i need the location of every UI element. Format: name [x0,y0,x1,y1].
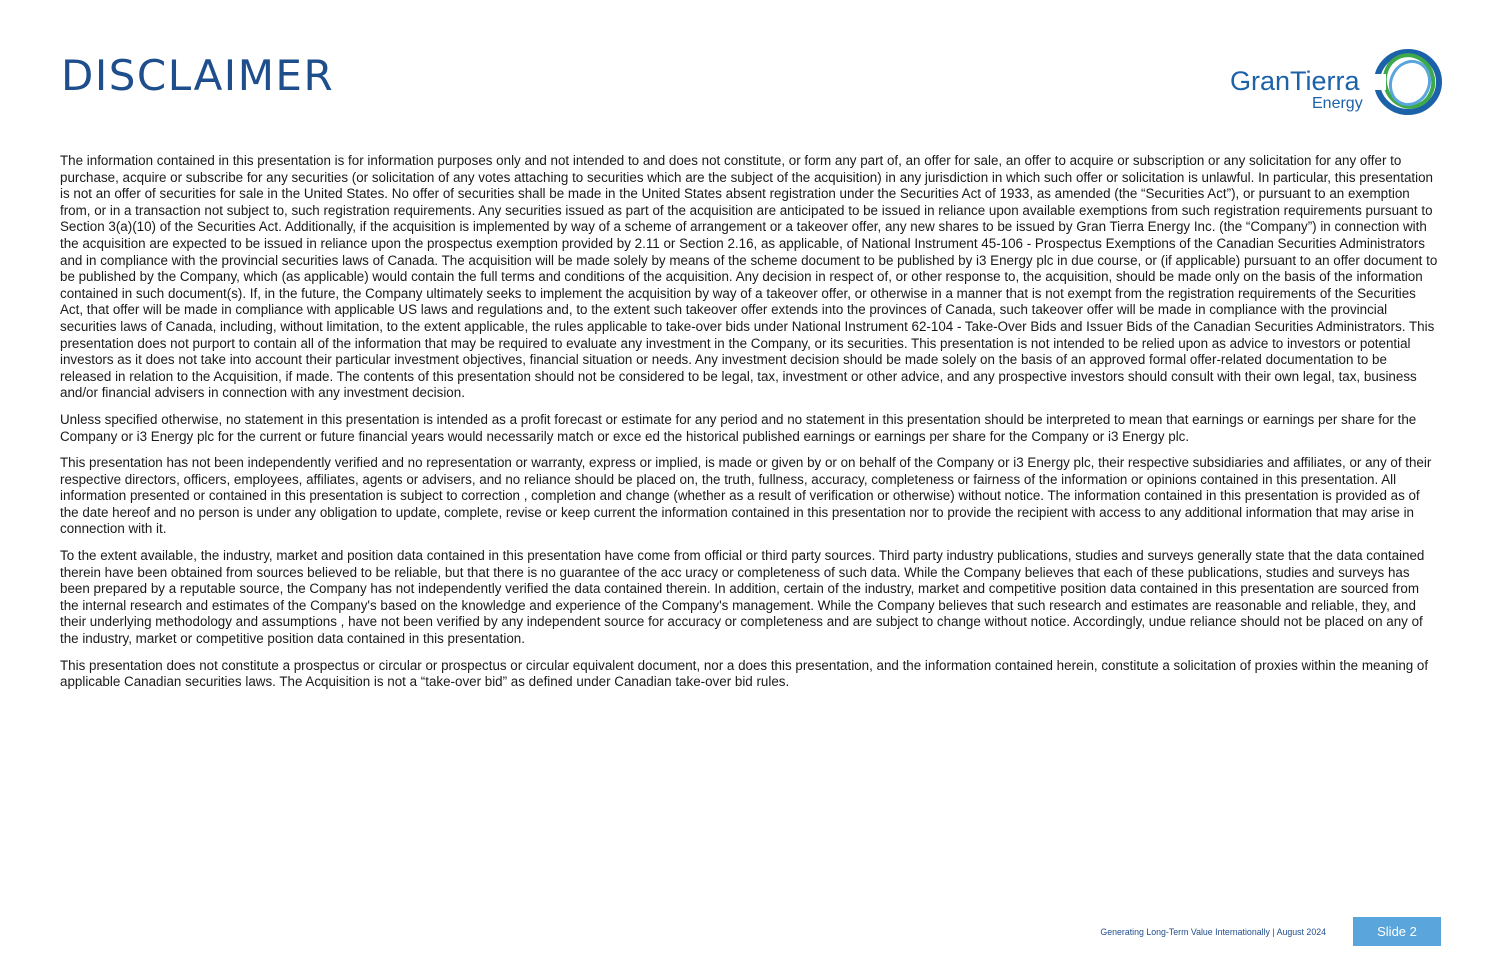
footer-tagline: Generating Long-Term Value Internationally | August 2024 [1100,927,1326,937]
disclaimer-paragraph: To the extent available, the industry, market and position data contained in this presentation have come from official or third party sources. Third party industry publications, studies and surveys generally state that the data contained therein have been obtained from sources believed to be reliable, but that there is no guarantee of the acc uracy or completeness of such data. While the Company believes that each of these publications, studies and surveys has been prepared by a reputable source, the Company has not independently verified the data contained therein. In addition, certain of the industry, market and competitive position data contained in this presentation are sourced from the internal research and estimates of the Company's based on the knowledge and experience of the Company's management. While the Company believes that such research and estimates are reasonable and reliable, they, and their underlying methodology and assumptions , have not been verified by any independent source for accuracy or completeness and are subject to change without notice. Accordingly, undue reliance should not be placed on any of the industry, market or competitive position data contained in this presentation. [60,548,1425,647]
disclaimer-paragraph: This presentation does not constitute a prospectus or circular or prospectus or circular equivalent document, nor a does this presentation, and the information contained herein, constitute a solicitation of proxies within the meaning of applicable Canadian securities laws. The Acquisition is not a “take-over bid” as defined under Canadian take-over bid rules. [60,657,1429,690]
logo-wordmark: GranTierra [1230,66,1360,96]
company-logo [1228,44,1444,120]
disclaimer-paragraph: This presentation has not been independently verified and no representation or warranty, express or implied, is made or given by or on behalf of the Company or i3 Energy plc, their respective subsidiaries and affiliates, or any of their respective directors, officers, employees, affiliates, agents or advisers, and no reliance should be placed on, the truth, fullness, accuracy, completeness or fairness of the information or opinions contained in this presentation. All information presented or contained in this presentation is subject to correction , completion and change (whether as a result of verification or otherwise) without notice. The information contained in this presentation is provided as of the date hereof and no person is under any obligation to update, complete, revise or keep current the information contained in this presentation nor to provide the recipient with access to any additional information that may arise in connection with it. [60,455,1432,537]
disclaimer-paragraph: The information contained in this presentation is for information purposes only and not intended to and does not constitute, or form any part of, an offer for sale, an offer to acquire or subscription or any solicitation for any offer to purchase, acquire or subscribe for any securities (or solicitation of any votes attaching to securities which are the subject of the acquisition) in any jurisdiction in which such offer or solicitation is unlawful. In particular, this presentation is not an offer of securities for sale in the United States. No offer of securities shall be made in the United States absent registration under the Securities Act of 1933, as amended (the “Securities Act”), or pursuant to an exemption from, or in a transaction not subject to, such registration requirements. Any securities issued as part of the acquisition are anticipated to be issued in reliance upon available exemptions from such registration requirements pursuant to Section 3(a)(10) of the Securities Act. Additionally, if the acquisition is implemented by way of a scheme of arrangement or a takeover offer, any new shares to be issued by Gran Tierra Energy Inc. (the “Company”) in connection with the acquisition are expected to be issued in reliance upon the prospectus exemption provided by 2.11 or Section 2.16, as applicable, of National Instrument 45-106 - Prospectus Exemptions of the Canadian Securities Administrators and in compliance with the provincial securities laws of Canada. The acquisition will be made solely by means of the scheme document to be published by i3 Energy plc in due course, or (if applicable) pursuant to an offer document to be published by the Company, which (as applicable) would contain the full terms and conditions of the acquisition. Any decision in respect of, or other response to, the acquisition, should be made only on the basis of the information contained in such document(s). If, in the future, the Company ultimately seeks to implement the acquisition by way of a takeover offer, or otherwise in a manner that is not exempt from the registration requirements of the Securities Act, that offer will be made in compliance with applicable US laws and regulations and, to the extent such takeover offer extends into the provinces of Canada, such takeover offer will be made in compliance with the provincial securities laws of Canada, including, without limitation, to the extent applicable, the rules applicable to take-over bids under National Instrument 62-104 - Take-Over Bids and Issuer Bids of the Canadian Securities Administrators. This presentation does not purport to contain all of the information that may be required to evaluate any investment in the Company, or its securities. This presentation is not intended to be relied upon as advice to investors or potential investors as it does not take into account their particular investment objectives, financial situation or needs. Any investment decision should be made solely on the basis of an approved formal offer-related documentation to be released in relation to the Acquisition, if made. The contents of this presentation should not be considered to be legal, tax, investment or other advice, and any prospective investors should consult with their own legal, tax, business and/or financial advisers in connection with any investment decision. [60,153,1438,401]
logo-subtitle: Energy [1312,95,1363,112]
slide-number-badge: Slide 2 [1353,917,1441,946]
gran-tierra-ring-icon [1372,46,1444,118]
disclaimer-body [60,153,1440,701]
disclaimer-paragraph: Unless specified otherwise, no statement in this presentation is intended as a profit forecast or estimate for any period and no statement in this presentation should be interpreted to mean that earnings or earnings per share for the Company or i3 Energy plc for the current or future financial years would necessarily match or exce ed the historical published earnings or earnings per share for the Company or i3 Energy plc. [60,411,1417,444]
page-title: DISCLAIMER [61,51,335,100]
